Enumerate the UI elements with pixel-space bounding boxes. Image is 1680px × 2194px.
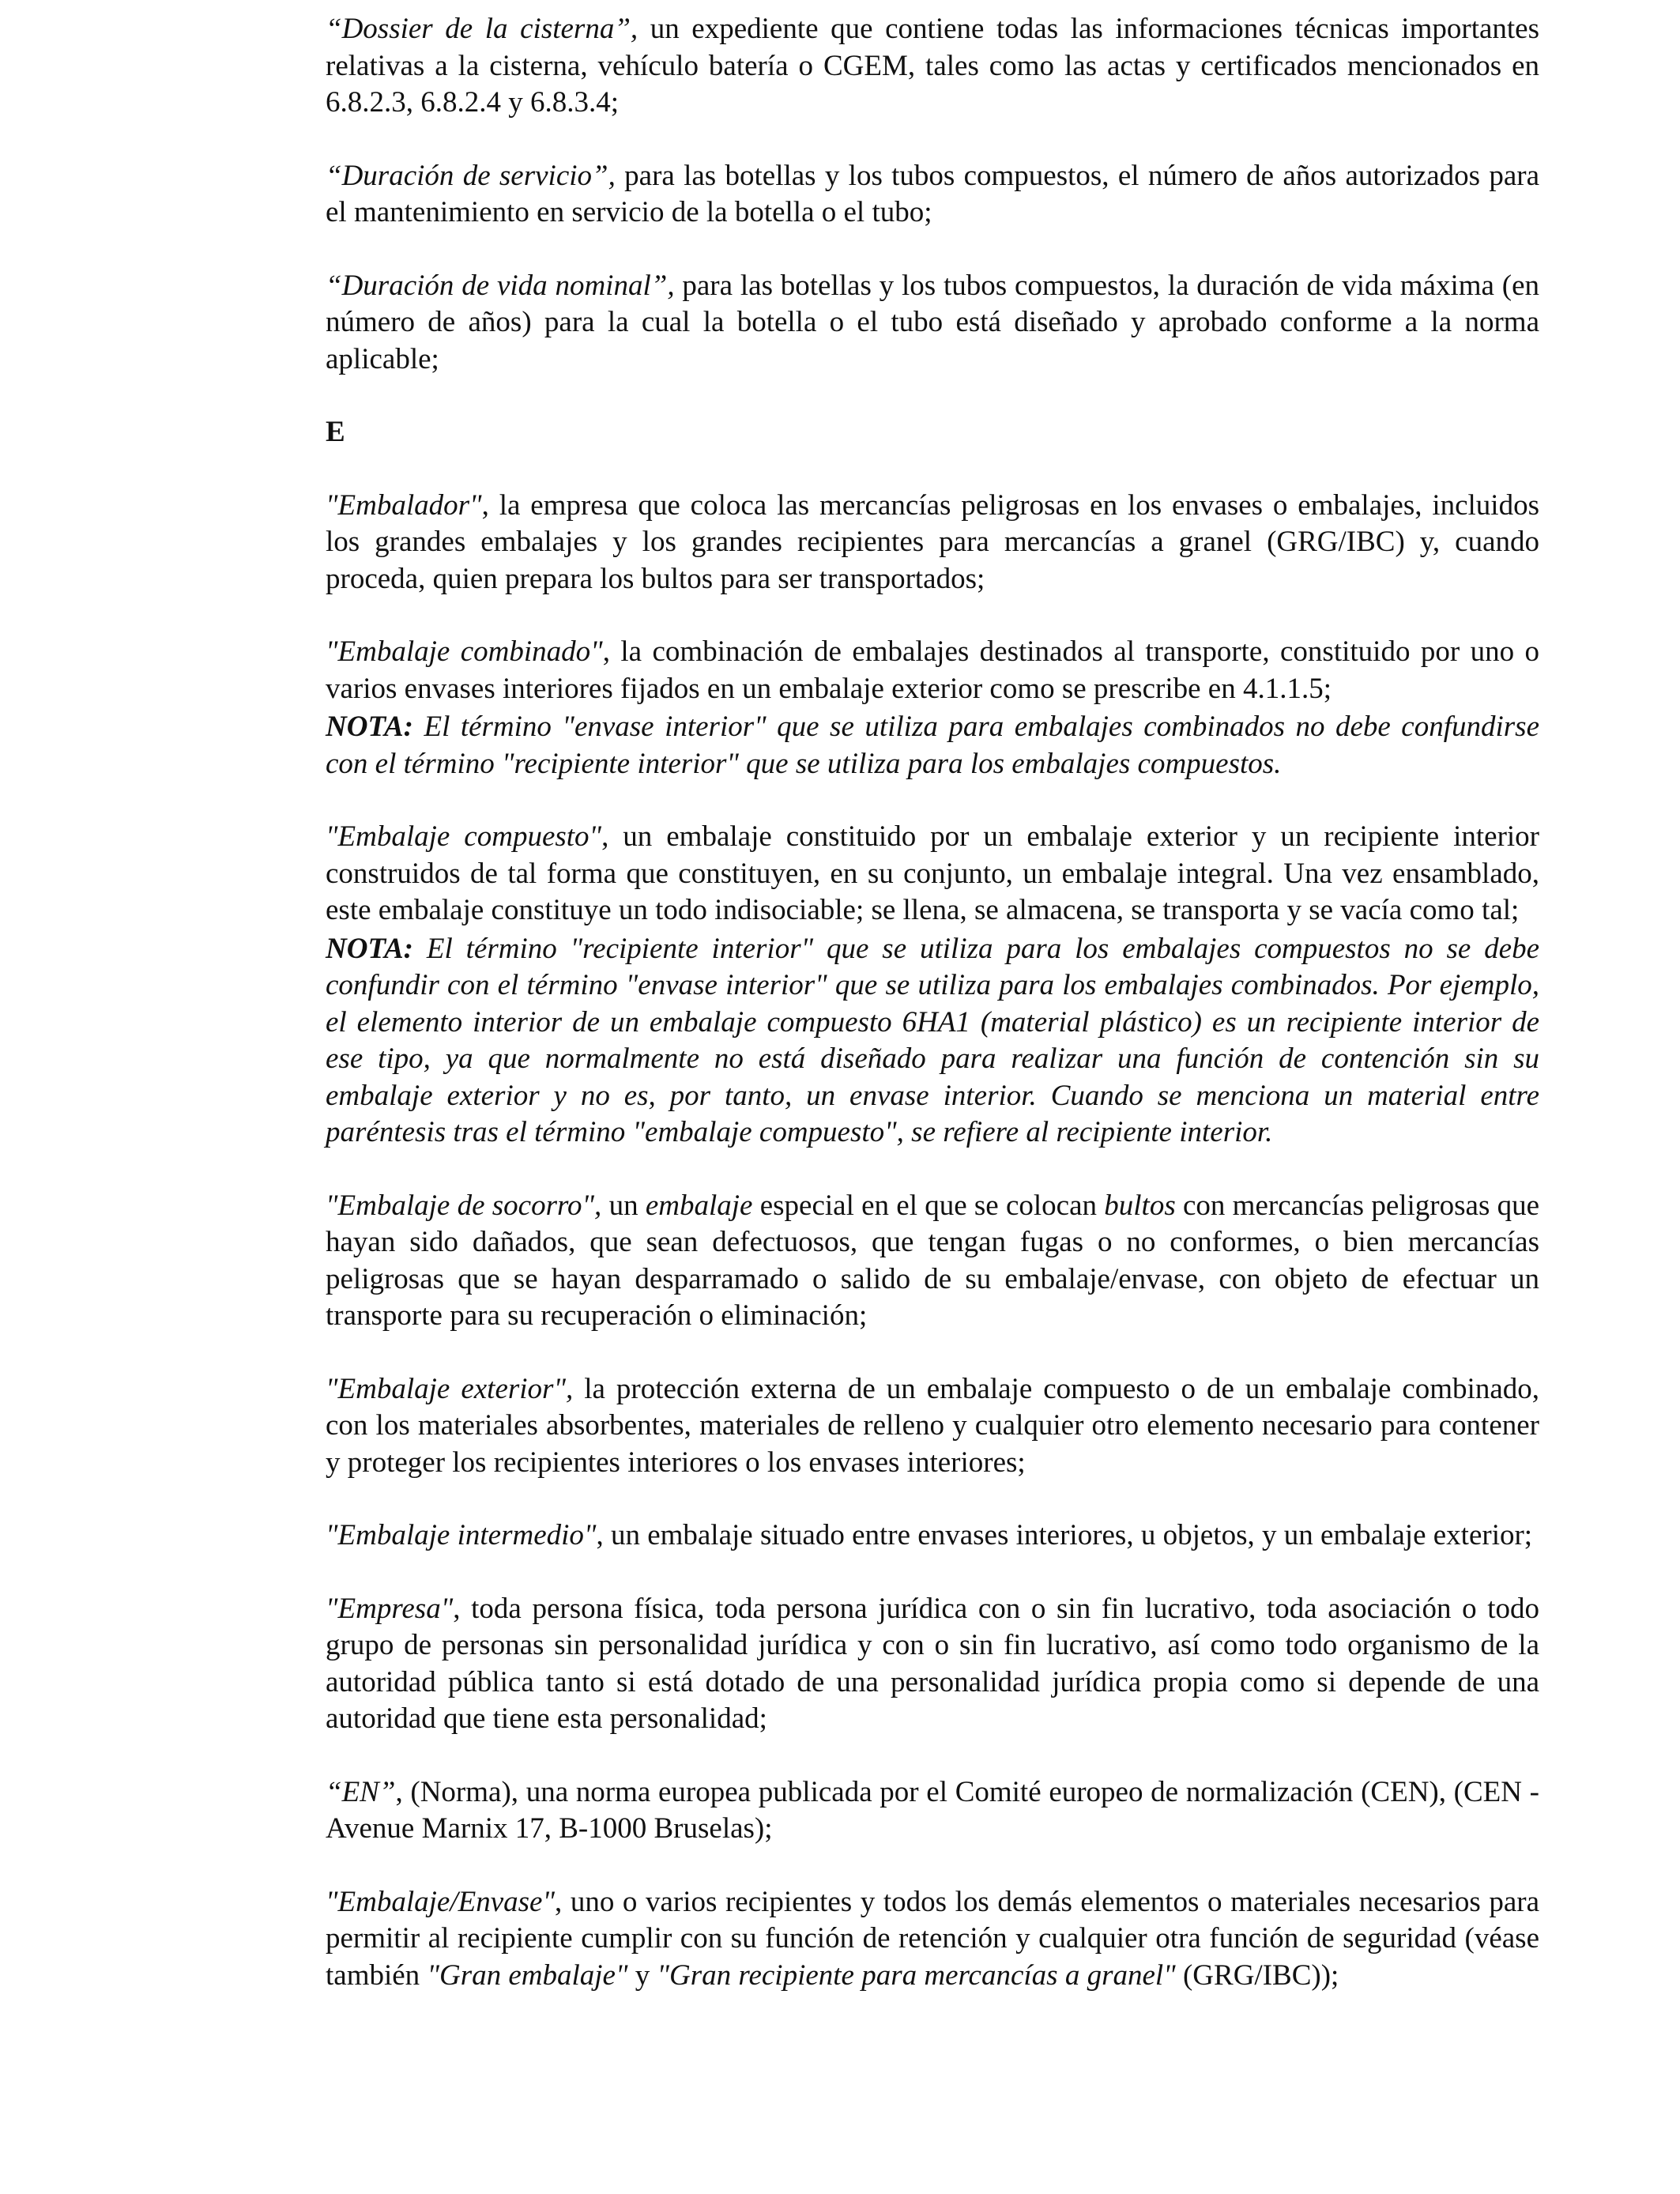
definition-text: , la combinación de embalajes destinados al transporte, constituido por uno o varios envases interiores fijados en un embalaje exterior como se prescribe en 4.1.1.5; xyxy=(326,635,1539,705)
definition-text: , toda persona física, toda persona jurídica con o sin fin lucrativo, toda asociación o todo grupo de personas sin personalidad jurídica y con o sin fin lucrativo, así como todo organismo de la autoridad pública tanto si está dotado de una personalidad jurídica propia como si depende de una autoridad que tiene esta personalidad; xyxy=(326,1592,1539,1735)
term: "Embalaje compuesto" xyxy=(326,820,602,853)
term: “Dossier de la cisterna”, xyxy=(326,13,638,45)
note-envase-interior xyxy=(326,709,1539,782)
definition-text: , la empresa que coloca las mercancías peligrosas en los envases o embalajes, incluidos los grandes embalajes y los grandes recipientes para mercancías a granel (GRG/IBC) y, cuando proceda, quien prepara los bultos para ser transportados; xyxy=(326,488,1539,595)
definition-text: para las botellas y los tubos compuestos, el número de años autorizados para el mantenimiento en servicio de la botella o el tubo; xyxy=(326,159,1539,228)
definition-text: la protección externa de un embalaje compuesto o de un embalaje combinado, con los materiales absorbentes, materiales de relleno y cualquier otro elemento necesario para contener y proteger los recipientes interiores o los envases interiores; xyxy=(326,1372,1539,1479)
definition-empresa xyxy=(326,1591,1539,1738)
term: “EN” xyxy=(326,1775,396,1808)
italic-term: bultos xyxy=(1104,1189,1176,1222)
definition-embalaje-compuesto xyxy=(326,819,1539,929)
definition-embalaje-exterior xyxy=(326,1371,1539,1482)
definition-text: , uno o varios recipientes y todos los demás elementos o materiales necesarios para permitir al recipiente cumplir con su función de retención y cualquier otra función de seguridad (véase también xyxy=(326,1885,1539,1992)
definition-text: para las botellas y los tubos compuestos, la duración de vida máxima (en número de años) para la cual la botella o el tubo está diseñado y aprobado conforme a la norma aplicable; xyxy=(326,269,1539,375)
definition-embalaje-socorro xyxy=(326,1188,1539,1335)
term: “Duración de vida nominal”, xyxy=(326,269,675,302)
term: "Embalaje de socorro", xyxy=(326,1189,602,1222)
definition-text: especial en el que se colocan xyxy=(752,1189,1105,1222)
definition-embalaje-combinado xyxy=(326,634,1539,707)
note-recipiente-interior xyxy=(326,931,1539,1152)
term: "Empresa" xyxy=(326,1592,454,1625)
term: "Embalador" xyxy=(326,488,482,522)
document-page xyxy=(326,11,1539,2030)
note-text: El término "envase interior" que se utiliza para embalajes combinados no debe confundirse con el término "recipiente interior" que se utiliza para los embalajes compuestos. xyxy=(326,711,1539,780)
term: "Embalaje exterior", xyxy=(326,1372,574,1405)
italic-term: "Gran recipiente para mercancías a granel" xyxy=(657,1958,1176,1992)
definition-embalaje-envase xyxy=(326,1884,1539,1995)
definition-text: , un embalaje constituido por un embalaje exterior y un recipiente interior construidos de tal forma que constituyen, en su conjunto, un embalaje integral. Una vez ensamblado, este embalaje constituye un todo indisociable; se llena, se almacena, se transporta y se vacía como tal; xyxy=(326,820,1540,926)
italic-term: "Gran embalaje" xyxy=(427,1958,628,1992)
term: "Embalaje combinado" xyxy=(326,635,603,668)
definition-embalador xyxy=(326,488,1539,598)
definition-en-norma xyxy=(326,1774,1539,1848)
definition-dossier-cisterna xyxy=(326,11,1539,122)
term: "Embalaje intermedio" xyxy=(326,1519,597,1551)
definition-text: , (Norma), una norma europea publicada por el Comité europeo de normalización (CEN), (CEN - Avenue Marnix 17, B-1000 Bruselas); xyxy=(326,1775,1539,1845)
italic-term: embalaje xyxy=(645,1189,753,1222)
definition-text: con mercancías peligrosas que hayan sido dañados, que sean defectuosos, que tengan fugas o no conformes, o bien mercancías peligrosas que se hayan desparramado o salido de su embalaje/envase, con objeto de efectuar un transporte para su recuperación o eliminación; xyxy=(326,1189,1540,1332)
note-label: NOTA: xyxy=(326,932,413,965)
definition-text: , un embalaje situado entre envases interiores, u objetos, y un embalaje exterior; xyxy=(596,1519,1533,1551)
definition-duracion-vida-nominal xyxy=(326,268,1539,379)
term: “Duración de servicio”, xyxy=(326,159,616,192)
term: "Embalaje/Envase" xyxy=(326,1885,556,1918)
section-letter-heading: E xyxy=(326,416,345,448)
definition-duracion-servicio xyxy=(326,158,1539,232)
definition-text: y xyxy=(627,1958,657,1992)
definition-embalaje-intermedio xyxy=(326,1517,1539,1555)
definition-text: un xyxy=(601,1189,646,1222)
definition-text: un expediente que contiene todas las informaciones técnicas importantes relativas a la cisterna, vehículo batería o CGEM, tales como las actas y certificados mencionados en 6.8.2.3, 6.8.2.4 y 6.8.3.4; xyxy=(326,13,1539,119)
definition-text: (GRG/IBC)); xyxy=(1175,1958,1339,1992)
note-text: El término "recipiente interior" que se utiliza para los embalajes compuestos no se debe confundir con el término "envase interior" que se utiliza para los embalajes combinados. Por ejemplo, el elemento interior de un embalaje compuesto 6HA1 (material plástico) es un recipiente interior de ese tipo, ya que normalmente no está diseñado para realizar una función de contención sin su embalaje exterior y no es, por tanto, un envase interior. Cuando se menciona un material entre paréntesis tras el término "embalaje compuesto", se refiere al recipiente interior. xyxy=(326,932,1539,1148)
note-label: NOTA: xyxy=(326,711,413,743)
